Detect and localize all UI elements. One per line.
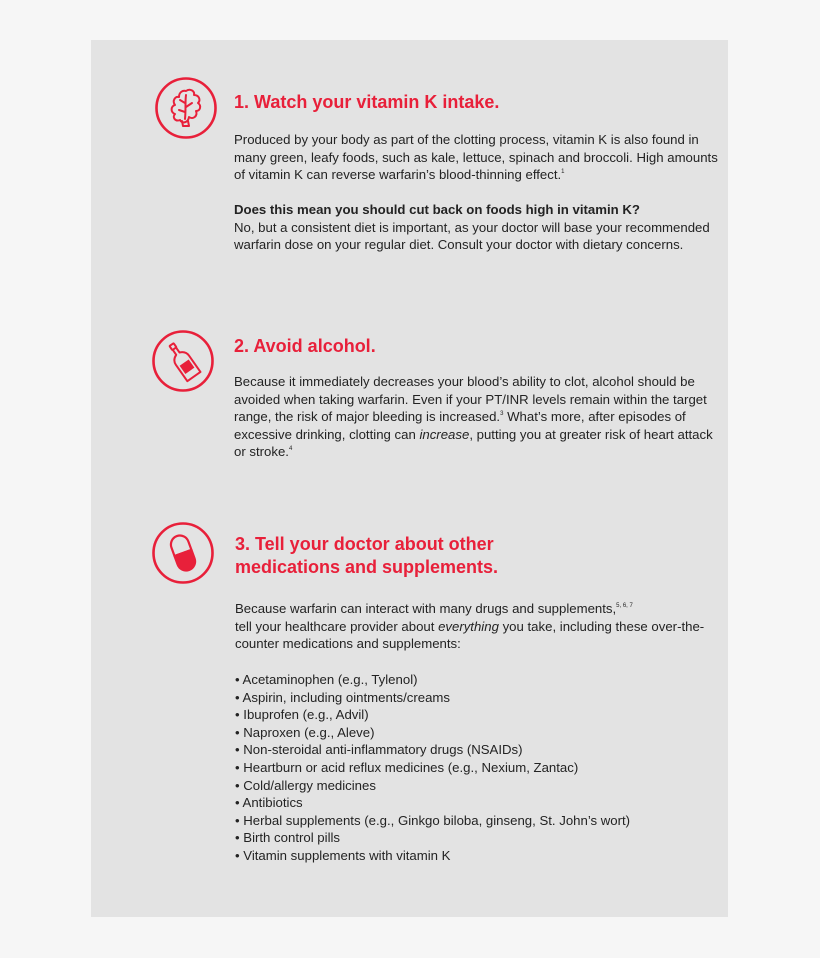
section-2-heading: 2. Avoid alcohol.: [234, 336, 376, 356]
section-3-paragraph: Because warfarin can interact with many drugs and supplements,$^{5, 6, 7}$ tell your healthcare provider about everything you take, including these over-the-counter medications and supplements:: [235, 601, 705, 652]
list-item: • Naproxen (e.g., Aleve): [235, 724, 375, 740]
list-item: • Birth control pills: [235, 830, 341, 846]
list-item: • Antibiotics: [235, 795, 303, 811]
list-item: • Cold/allergy medicines: [235, 777, 376, 793]
list-item: • Ibuprofen (e.g., Advil): [235, 707, 369, 723]
list-item: • Non-steroidal anti-inflammatory drugs (NSAIDs): [235, 742, 523, 758]
section-3-heading: 3. Tell your doctor about other medications and supplements.: [235, 534, 499, 577]
list-item: • Heartburn or acid reflux medicines (e.g., Nexium, Zantac): [235, 759, 579, 775]
section-1-paragraph: Produced by your body as part of the clotting process, vitamin K is also found in many green, leafy foods, such as kale, lettuce, spinach and broccoli. High amounts of vitamin K can reverse warfarin’s blood-thinning effect.$^1$: [234, 132, 718, 183]
section-2-paragraph: Because it immediately decreases your blood’s ability to clot, alcohol should be avoided when taking warfarin. Even if your PT/INR levels remain within the target range, the risk of major bleeding is increased.$^3$ What’s more, after episodes of excessive drinking, clotting can increase, putting you at greater risk of heart attack or stroke.$^4$: [234, 374, 713, 460]
lettuce-icon: [155, 77, 217, 139]
section-1-answer: No, but a consistent diet is important, as your doctor will base your recommended warfarin dose on your regular diet. Consult your doctor with dietary concerns.: [234, 219, 710, 253]
capsule-icon: [152, 522, 214, 584]
bottle-icon: [152, 330, 214, 392]
medications-list: [235, 671, 719, 865]
list-item: • Herbal supplements (e.g., Ginkgo biloba, ginseng, St. John’s wort): [235, 812, 631, 828]
list-item: • Vitamin supplements with vitamin K: [235, 847, 451, 863]
list-item: • Acetaminophen (e.g., Tylenol): [235, 672, 418, 687]
section-1-heading: 1. Watch your vitamin K intake.: [234, 92, 500, 112]
section-1-question: Does this mean you should cut back on foods high in vitamin K?: [234, 202, 640, 217]
list-item: • Aspirin, including ointments/creams: [235, 689, 450, 705]
section-1-qa: [234, 201, 718, 254]
